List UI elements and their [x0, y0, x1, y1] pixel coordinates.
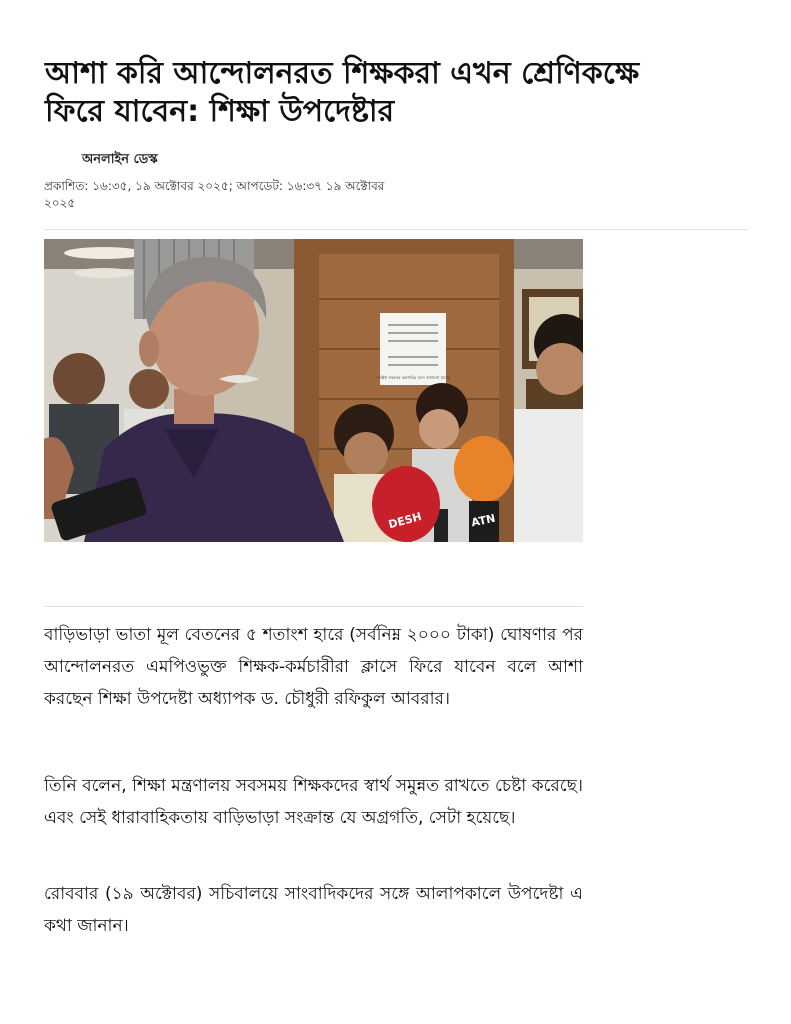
photo-scene — [44, 239, 583, 542]
article-byline[interactable]: অনলাইন ডেস্ক — [82, 152, 158, 167]
paragraph: রোববার (১৯ অক্টোবর) সচিবালয়ে সাংবাদিকদের সঙ্গে আলাপকালে উপদেষ্টা এ কথা জানান। — [44, 884, 583, 936]
publish-timestamp: প্রকাশিত: ১৬:৩৫, ১৯ অক্টোবর ২০২৫; আপডেট: ১৬:৩৭ ১৯ অক্টোবর ২০২৫ — [44, 179, 385, 210]
header-divider — [44, 229, 748, 230]
door-notice-text: সংশ্লিষ্ট সকলের অবগতির জন্য জানানো যাচ্ছে — [376, 375, 450, 380]
paragraph: তিনি বলেন, শিক্ষা মন্ত্রণালয় সবসময় শিক্ষকদের স্বার্থ সমুন্নত রাখতে চেষ্টা করেছে। এবং সেই ধারাবাহিকতায় বাড়িভাড়া সংক্রান্ত যে অগ্রগতি, সেটা হয়েছে। — [44, 776, 583, 828]
content-divider — [44, 606, 583, 607]
paragraph: বাড়িভাড়া ভাতা মূল বেতনের ৫ শতাংশ হারে (সর্বনিম্ন ২০০০ টাকা) ঘোষণার পর আন্দোলনরত এমপিওভুক্ত শিক্ষক-কর্মচারীরা ক্লাসে ফিরে যাবেন বলে আশা করছেন শিক্ষা উপদেষ্টা অধ্যাপক ড. চৌধুরী রফিকুল আবরার। — [44, 625, 583, 709]
mic-left-label: DESH — [387, 509, 424, 532]
article-photo — [44, 239, 583, 542]
article-headline: আশা করি আন্দোলনরত শিক্ষকরা এখন শ্রেণিকক্ষে ফিরে যাবেন: শিক্ষা উপদেষ্টার — [45, 56, 640, 129]
mic-right-label: ATN — [469, 511, 497, 530]
